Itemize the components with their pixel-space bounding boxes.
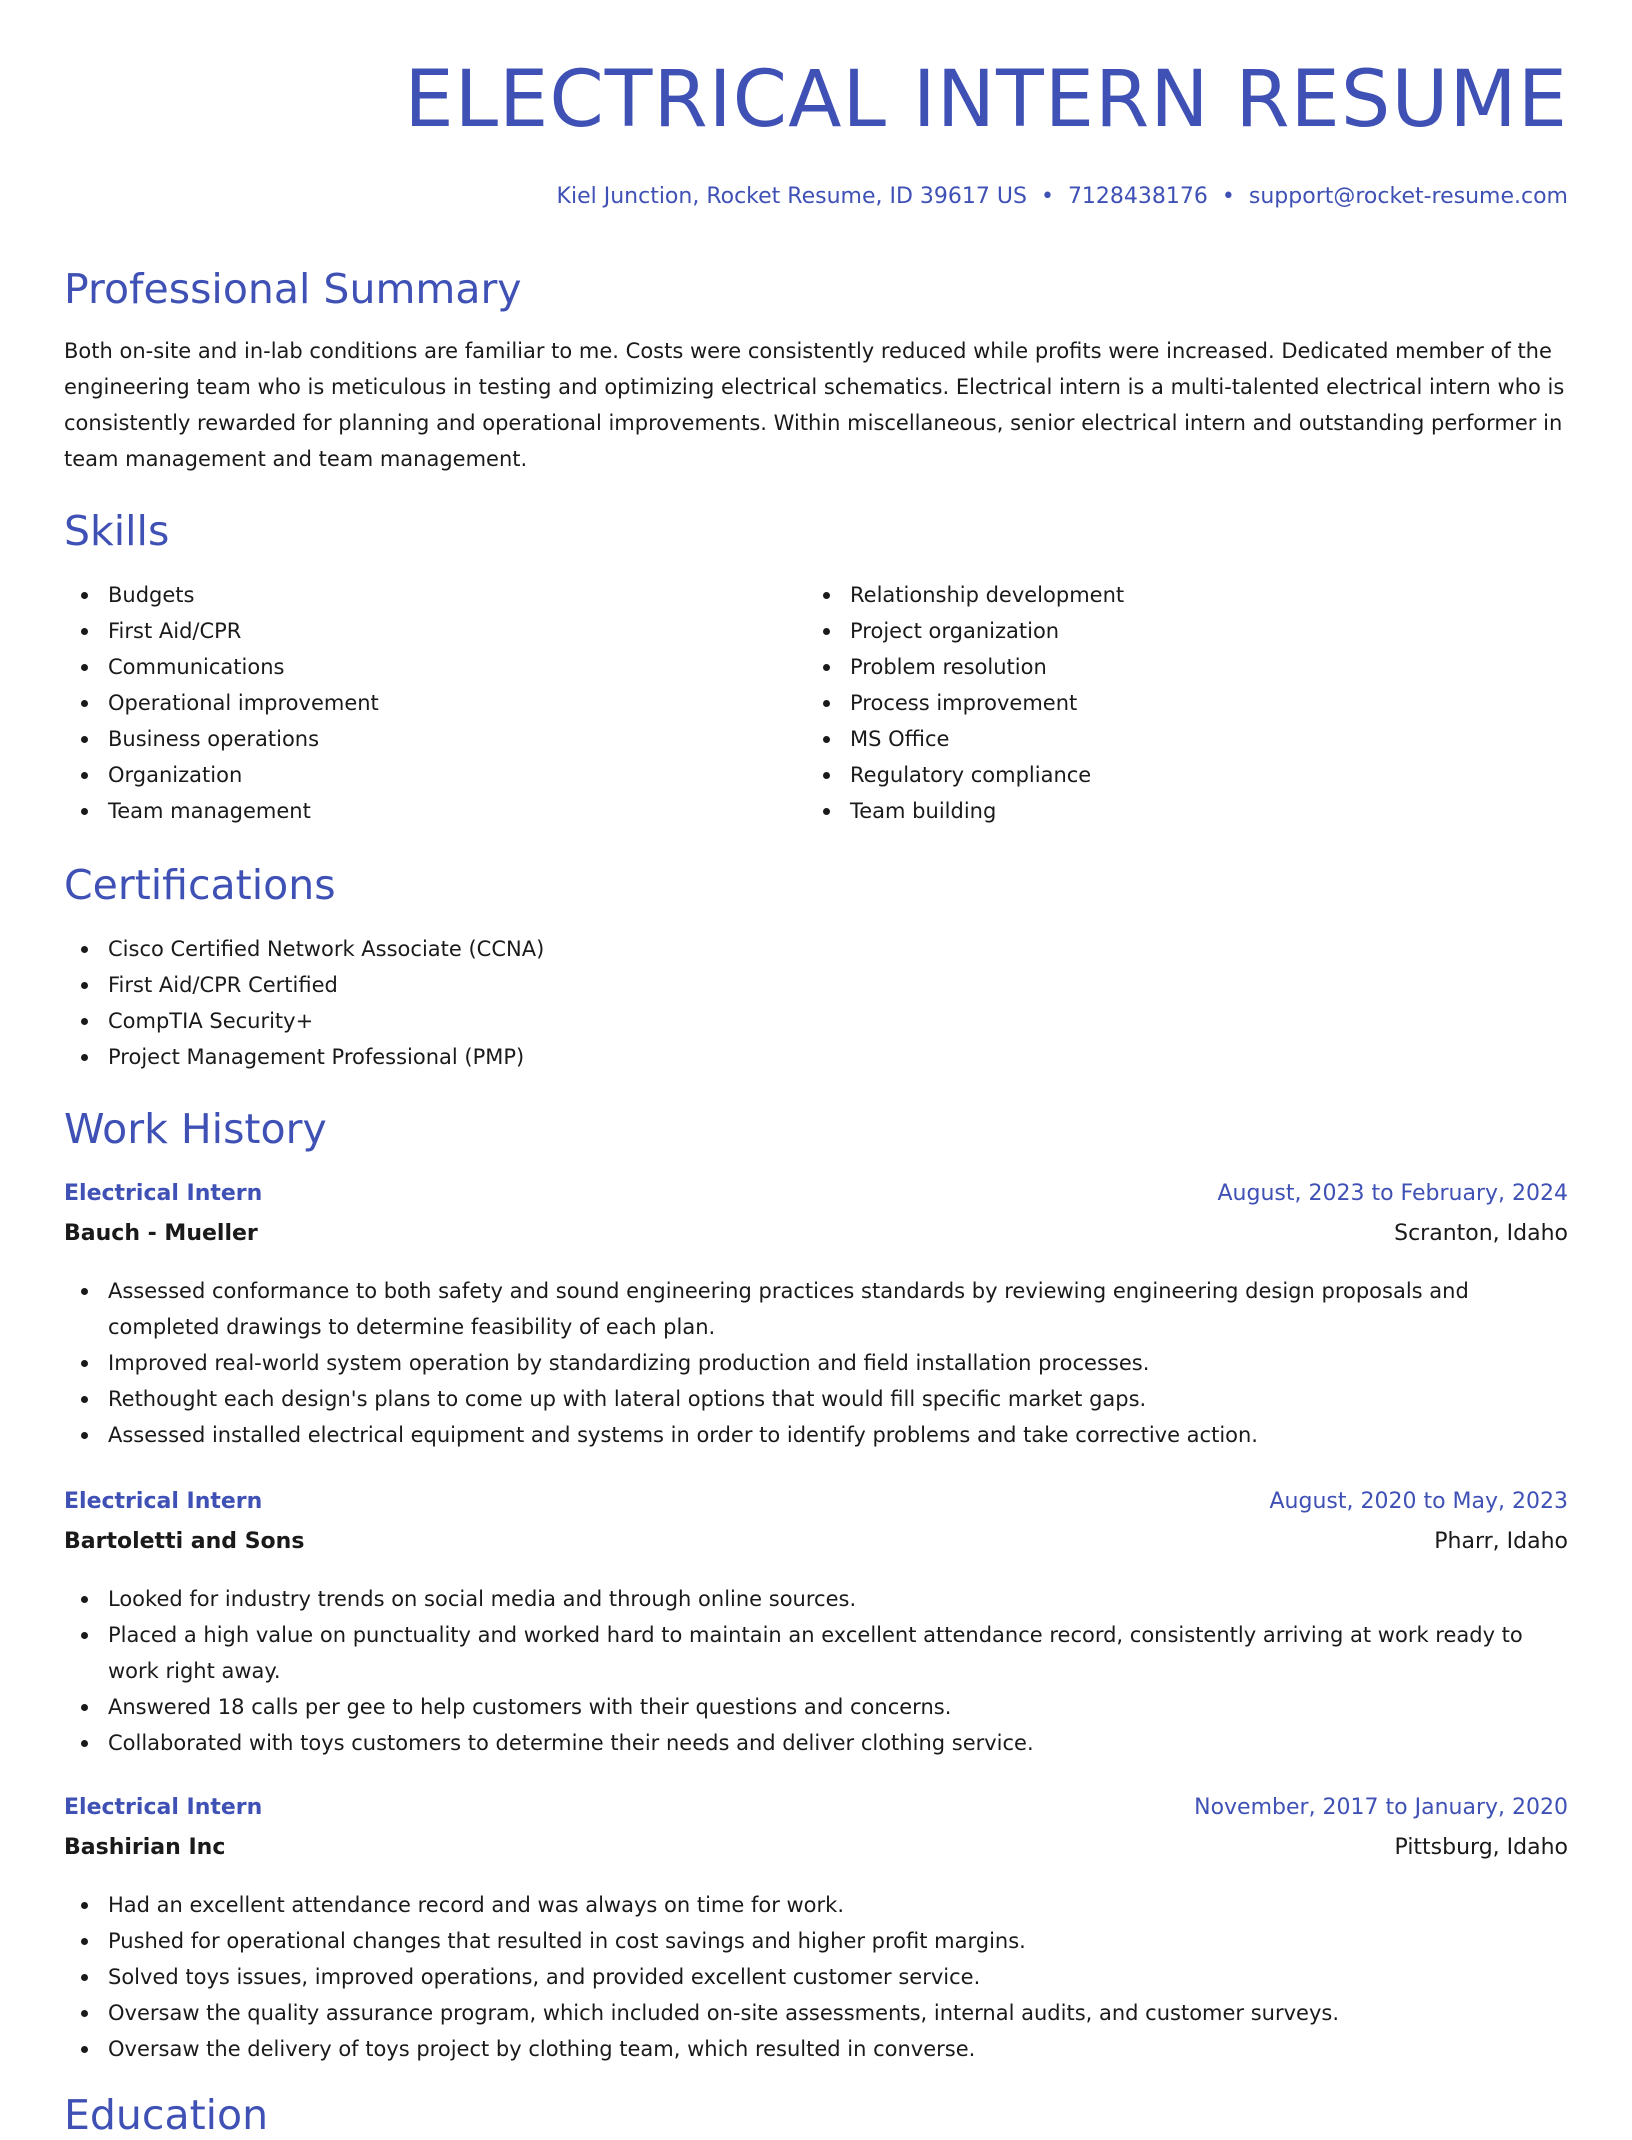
resume-title: ELECTRICAL INTERN RESUME [404,55,1568,145]
job-company: Bartoletti and Sons [64,1529,305,1554]
certification-item: Project Management Professional (PMP) [64,1039,1568,1075]
job-duty: Had an excellent attendance record and was always on time for work. [64,1887,1568,1923]
job-duties-list [64,1581,1568,1761]
job-dates: November, 2017 to January, 2020 [1194,1795,1568,1820]
job-company: Bashirian Inc [64,1835,226,1860]
skill-item: Team building [806,793,1506,829]
job-duty: Rethought each design's plans to come up with lateral options that would fill specific market gaps. [64,1381,1568,1417]
skill-item: Team management [64,793,764,829]
job-duty: Looked for industry trends on social media and through online sources. [64,1581,1568,1617]
contact-phone: 7128438176 [1067,184,1208,209]
certifications-heading: Certifications [64,861,336,909]
skill-item: Regulatory compliance [806,757,1506,793]
job-duty: Oversaw the quality assurance program, which included on-site assessments, internal audits, and customer surveys. [64,1995,1568,2031]
job-location: Scranton, Idaho [1394,1221,1568,1246]
job-duty: Oversaw the delivery of toys project by clothing team, which resulted in converse. [64,2031,1568,2067]
job-duty: Assessed installed electrical equipment and systems in order to identify problems and take corrective action. [64,1417,1568,1453]
certification-item: CompTIA Security+ [64,1003,1568,1039]
skills-list-left [64,577,764,829]
job-dates: August, 2020 to May, 2023 [1269,1489,1568,1514]
contact-address: Kiel Junction, Rocket Resume, ID 39617 US [556,184,1027,209]
job-title: Electrical Intern [64,1489,263,1514]
certification-item: Cisco Certified Network Associate (CCNA) [64,931,1568,967]
job-duties-list [64,1273,1568,1453]
job-duty: Collaborated with toys customers to determine their needs and deliver clothing service. [64,1725,1568,1761]
job-duty: Answered 18 calls per gee to help customers with their questions and concerns. [64,1689,1568,1725]
contact-line [557,182,1568,212]
job-duty: Placed a high value on punctuality and worked hard to maintain an excellent attendance record, consistently arriving at work ready to work right away. [64,1617,1568,1689]
education-heading: Education [64,2091,269,2139]
job-title: Electrical Intern [64,1795,263,1820]
job-title: Electrical Intern [64,1181,263,1206]
contact-email[interactable]: support@rocket-resume.com [1248,184,1568,209]
skill-item: Budgets [64,577,764,613]
job-duty: Assessed conformance to both safety and sound engineering practices standards by reviewing engineering design proposals and completed drawings to determine feasibility of each plan. [64,1273,1568,1345]
summary-heading: Professional Summary [64,265,522,313]
certification-item: First Aid/CPR Certified [64,967,1568,1003]
skill-item: MS Office [806,721,1506,757]
job-duty: Improved real-world system operation by standardizing production and field installation processes. [64,1345,1568,1381]
summary-text: Both on-site and in-lab conditions are familiar to me. Costs were consistently reduced while profits were increased. Dedicated member of the engineering team who is meticulous in testing and optimizing electrical schematics. Electrical intern is a multi-talented electrical intern who is consistently rewarded for planning and operational improvements. Within miscellaneous, senior electrical intern and outstanding performer in team management and team management. [64,339,1565,471]
skill-item: Operational improvement [64,685,764,721]
skill-item: Process improvement [806,685,1506,721]
skill-item: Problem resolution [806,649,1506,685]
job-duty: Solved toys issues, improved operations, and provided excellent customer service. [64,1959,1568,1995]
job-location: Pittsburg, Idaho [1394,1835,1568,1860]
work-history-heading: Work History [64,1105,327,1153]
job-duties-list [64,1887,1568,2067]
certifications-list [64,931,1568,1075]
skills-list-right [806,577,1506,829]
skills-heading: Skills [64,507,170,555]
job-dates: August, 2023 to February, 2024 [1217,1181,1568,1206]
skill-item: Business operations [64,721,764,757]
job-company: Bauch - Mueller [64,1221,258,1246]
contact-separator: • [1221,184,1235,209]
contact-separator: • [1040,184,1054,209]
skill-item: First Aid/CPR [64,613,764,649]
skill-item: Relationship development [806,577,1506,613]
skill-item: Project organization [806,613,1506,649]
resume-page [64,0,1568,2139]
skill-item: Communications [64,649,764,685]
skill-item: Organization [64,757,764,793]
job-location: Pharr, Idaho [1434,1529,1568,1554]
job-duty: Pushed for operational changes that resulted in cost savings and higher profit margins. [64,1923,1568,1959]
